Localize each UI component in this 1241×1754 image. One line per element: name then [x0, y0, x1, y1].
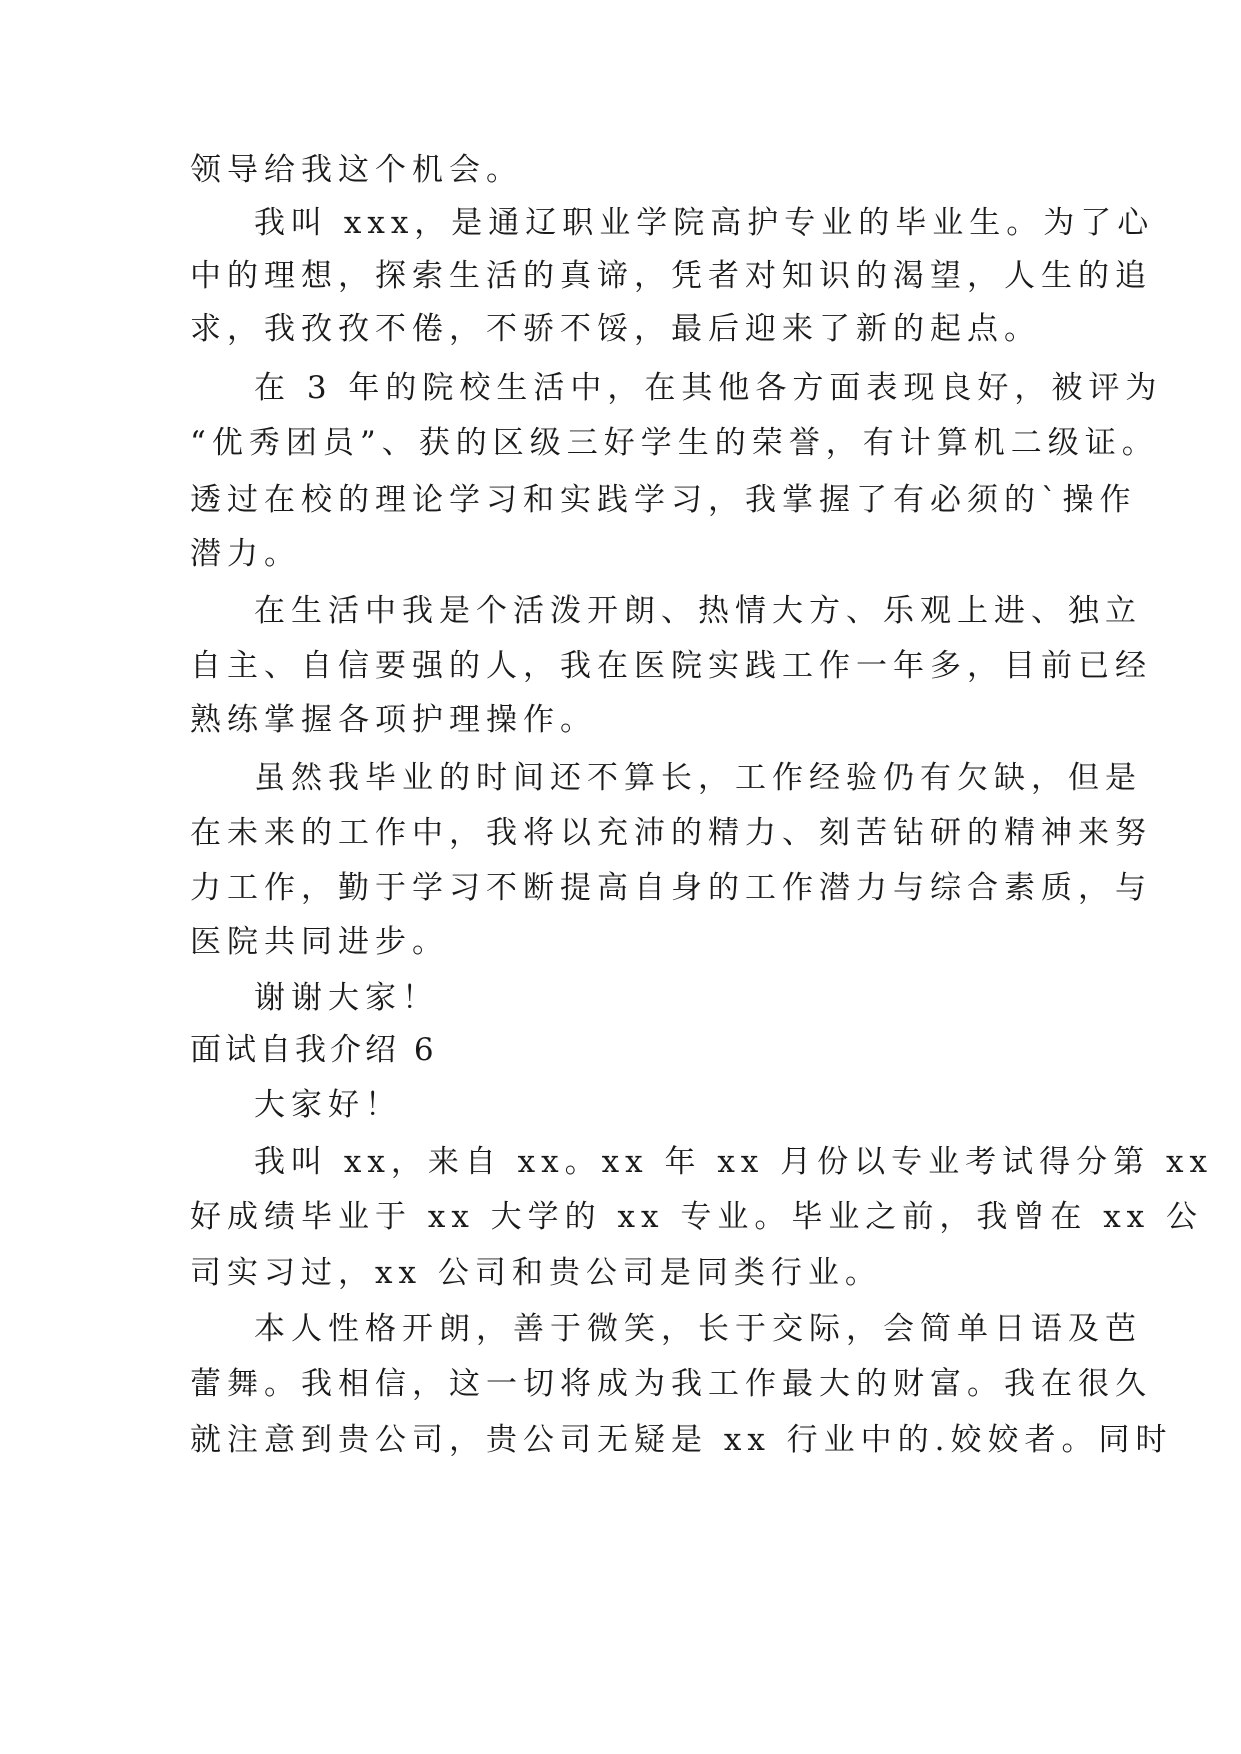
text-line: 力工作，勤于学习不断提高自身的工作潜力与综合素质，与 [190, 870, 1152, 906]
text-line: 虽然我毕业的时间还不算长，工作经验仍有欠缺，但是 [254, 760, 1142, 796]
text-line: 本人性格开朗，善于微笑，长于交际，会简单日语及芭 [254, 1311, 1142, 1347]
text-line: 潜力。 [190, 536, 301, 572]
text-line: 熟练掌握各项护理操作。 [190, 702, 597, 738]
text-line: 自主、自信要强的人，我在医院实践工作一年多，目前已经 [190, 648, 1152, 684]
text-line: 领导给我这个机会。 [190, 152, 523, 188]
text-line: 我叫 xx，来自 xx。xx 年 xx 月份以专业考试得分第 xx [254, 1144, 1213, 1180]
text-line: 在未来的工作中，我将以充沛的精力、刻苦钻研的精神来努 [190, 815, 1152, 851]
text-line: 中的理想，探索生活的真谛，凭者对知识的渴望，人生的追 [190, 258, 1152, 294]
text-line: 透过在校的理论学习和实践学习，我掌握了有必须的`操作 [190, 482, 1137, 518]
text-line: 在 3 年的院校生活中，在其他各方面表现良好，被评为 [254, 370, 1163, 406]
section-heading: 面试自我介绍 6 [190, 1032, 438, 1068]
text-line: 在生活中我是个活泼开朗、热情大方、乐观上进、独立 [254, 593, 1142, 629]
text-line: 蕾舞。我相信，这一切将成为我工作最大的财富。我在很久 [190, 1366, 1152, 1402]
text-line: 司实习过，xx 公司和贵公司是同类行业。 [190, 1255, 882, 1291]
text-line: 就注意到贵公司，贵公司无疑是 xx 行业中的.姣姣者。同时 [190, 1422, 1173, 1458]
text-line: 好成绩毕业于 xx 大学的 xx 专业。毕业之前，我曾在 xx 公 [190, 1199, 1204, 1235]
text-line: 求，我孜孜不倦，不骄不馁，最后迎来了新的起点。 [190, 311, 1041, 347]
text-line: 医院共同进步。 [190, 924, 449, 960]
text-line: 我叫 xxx，是通辽职业学院高护专业的毕业生。为了心 [254, 205, 1155, 241]
text-line: 大家好！ [254, 1087, 402, 1123]
text-line: 谢谢大家！ [254, 980, 439, 1016]
text-line: “优秀团员”、获的区级三好学生的荣誉，有计算机二级证。 [190, 425, 1159, 461]
